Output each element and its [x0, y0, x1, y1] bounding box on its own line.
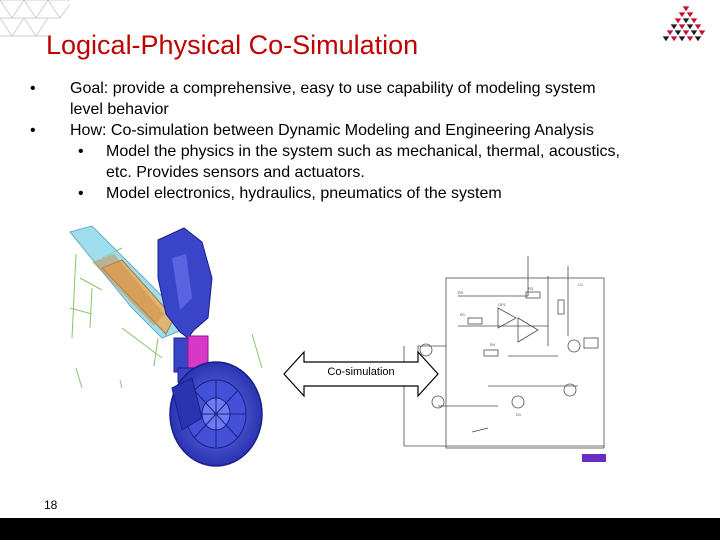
bottom-bar	[0, 518, 720, 540]
bullet-text: How: Co-simulation between Dynamic Modeling and Engineering Analysis	[70, 122, 594, 139]
bullet-marker: •	[30, 122, 36, 139]
bullet-marker: •	[30, 80, 36, 97]
bullet-goal	[30, 78, 620, 120]
svg-text:OP1: OP1	[498, 302, 507, 307]
bullet-text: Model electronics, hydraulics, pneumatics of the system	[106, 185, 502, 202]
sub-bullet-electronics	[30, 183, 620, 204]
triangle-logo-icon	[636, 4, 710, 46]
svg-text:R1: R1	[460, 312, 466, 317]
slide-title: Logical-Physical Co-Simulation	[46, 30, 419, 60]
bullet-marker: •	[78, 185, 84, 202]
svg-text:R2: R2	[458, 290, 464, 295]
sub-bullet-physics	[30, 141, 620, 183]
bullet-text: Model the physics in the system such as mechanical, thermal, acoustics, etc. Provides sensors and actuators.	[106, 143, 620, 181]
svg-text:D1: D1	[516, 412, 522, 417]
svg-text:C1: C1	[578, 282, 584, 287]
bullet-how	[30, 120, 620, 141]
svg-text:R3: R3	[528, 286, 534, 291]
bullet-list	[30, 78, 620, 204]
svg-text:R4: R4	[490, 342, 496, 347]
landing-gear-model-image	[62, 218, 277, 488]
bullet-marker: •	[78, 143, 84, 160]
page-number: 18	[44, 498, 58, 512]
bullet-text: Goal: provide a comprehensive, easy to use capability of modeling system level behavior	[70, 80, 596, 118]
co-simulation-label: Co-simulation	[327, 366, 395, 378]
